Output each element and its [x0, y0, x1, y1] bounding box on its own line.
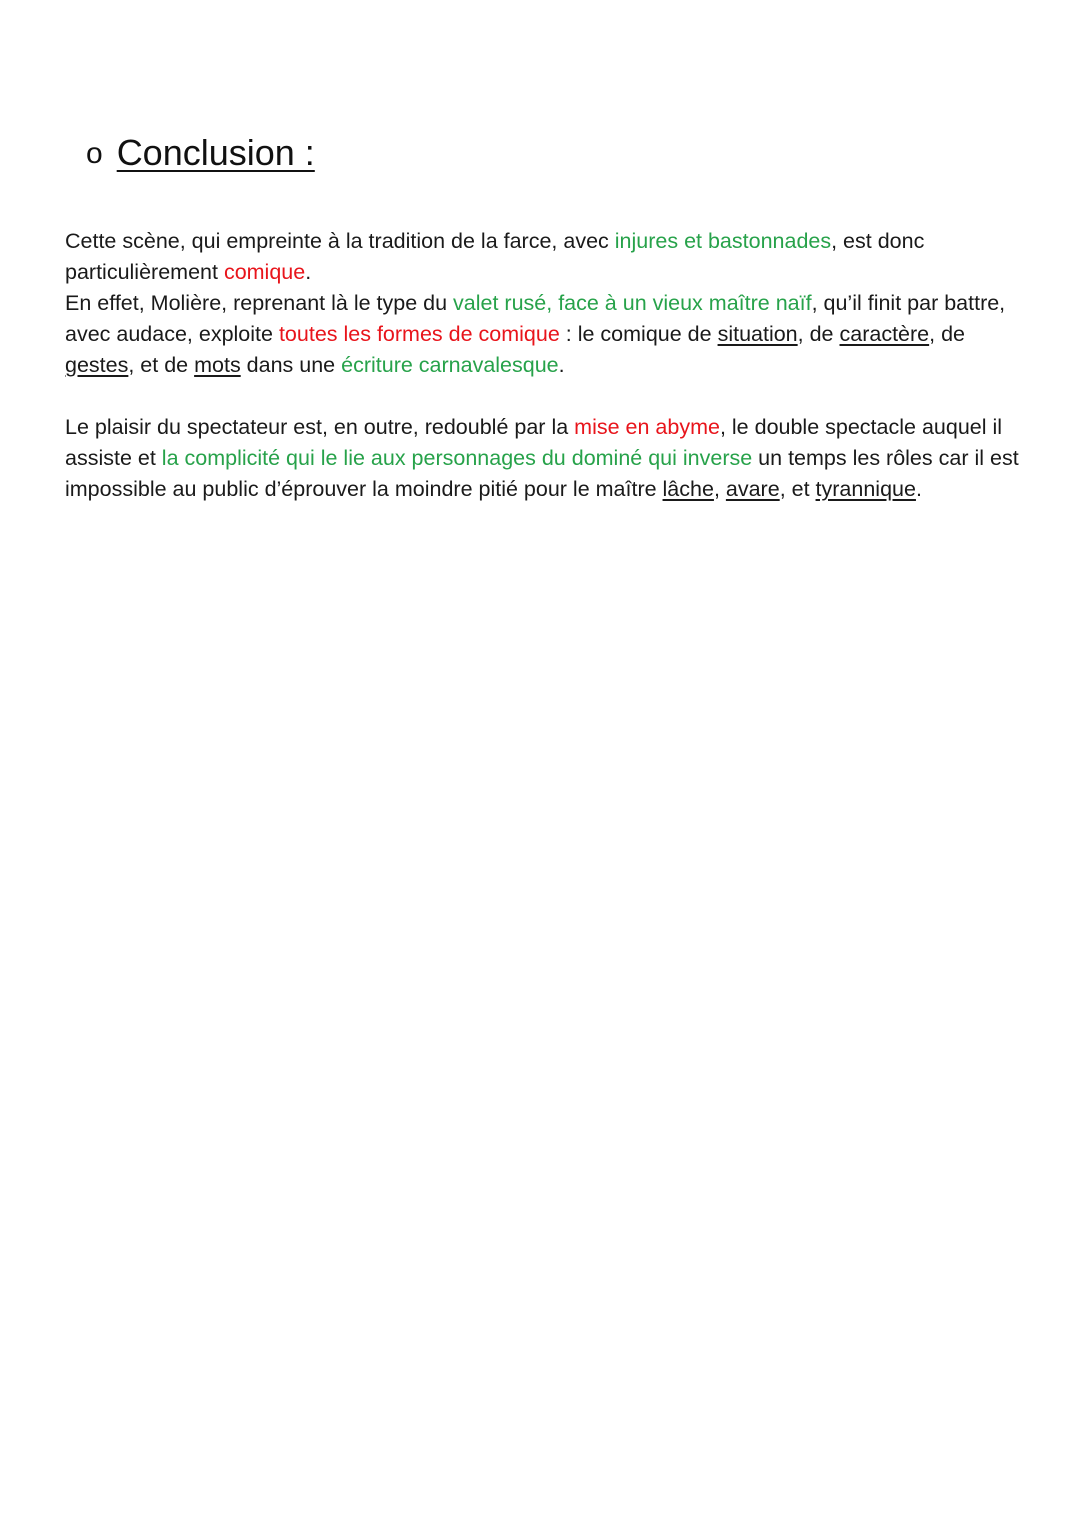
text-run: , de	[929, 322, 965, 346]
text-run: Le plaisir du spectateur est, en outre, redoublé par la	[65, 415, 575, 439]
text-run: .	[558, 353, 565, 377]
highlight-red: toutes les formes de comique	[278, 322, 560, 346]
bullet-icon: o	[86, 137, 103, 170]
paragraph-intro	[65, 226, 1025, 381]
underlined-word: lâche	[662, 477, 714, 501]
highlight-green: injures et bastonnades	[614, 229, 832, 253]
text-run: , et	[779, 477, 816, 501]
highlight-red: mise en abyme	[574, 415, 720, 439]
text-run: En effet, Molière, reprenant là le type du	[65, 291, 454, 315]
underlined-word: tyrannique	[815, 477, 916, 501]
underlined-word: avare	[725, 477, 780, 501]
text-run: .	[915, 477, 922, 501]
highlight-red: comique	[223, 260, 306, 284]
text-run: , est donc particulièrement	[65, 229, 925, 284]
paragraph-intro-sentence-1	[65, 226, 1025, 288]
text-run: : le comique de	[559, 322, 718, 346]
underlined-word: gestes	[65, 353, 129, 377]
text-run: .	[305, 260, 312, 284]
paragraph-spectator	[65, 412, 1025, 505]
underlined-word: caractère	[839, 322, 930, 346]
text-run: , et de	[128, 353, 195, 377]
text-run: un temps les rôles car il est impossible au public d’éprouver la moindre pitié pour le maître	[65, 446, 1019, 501]
paragraph-intro-sentence-2	[65, 288, 1025, 381]
text-run: , le double spectacle auquel il assiste et	[65, 415, 1003, 470]
heading-title: Conclusion :	[116, 132, 315, 173]
section-heading	[86, 126, 315, 181]
highlight-green: écriture carnavalesque	[341, 353, 559, 377]
underlined-word: situation	[717, 322, 798, 346]
text-run: dans une	[240, 353, 342, 377]
highlight-green: valet rusé, face à un vieux maître naïf	[453, 291, 812, 315]
paragraph-spectator-text	[65, 412, 1025, 505]
highlight-green: la complicité qui le lie aux personnages du dominé qui inverse	[161, 446, 753, 470]
text-run: Cette scène, qui empreinte à la tradition de la farce, avec	[65, 229, 615, 253]
underlined-word: mots	[194, 353, 241, 377]
text-run: ,	[713, 477, 726, 501]
text-run: , de	[797, 322, 840, 346]
text-run: , qu’il finit par battre, avec audace, exploite	[65, 291, 1006, 346]
